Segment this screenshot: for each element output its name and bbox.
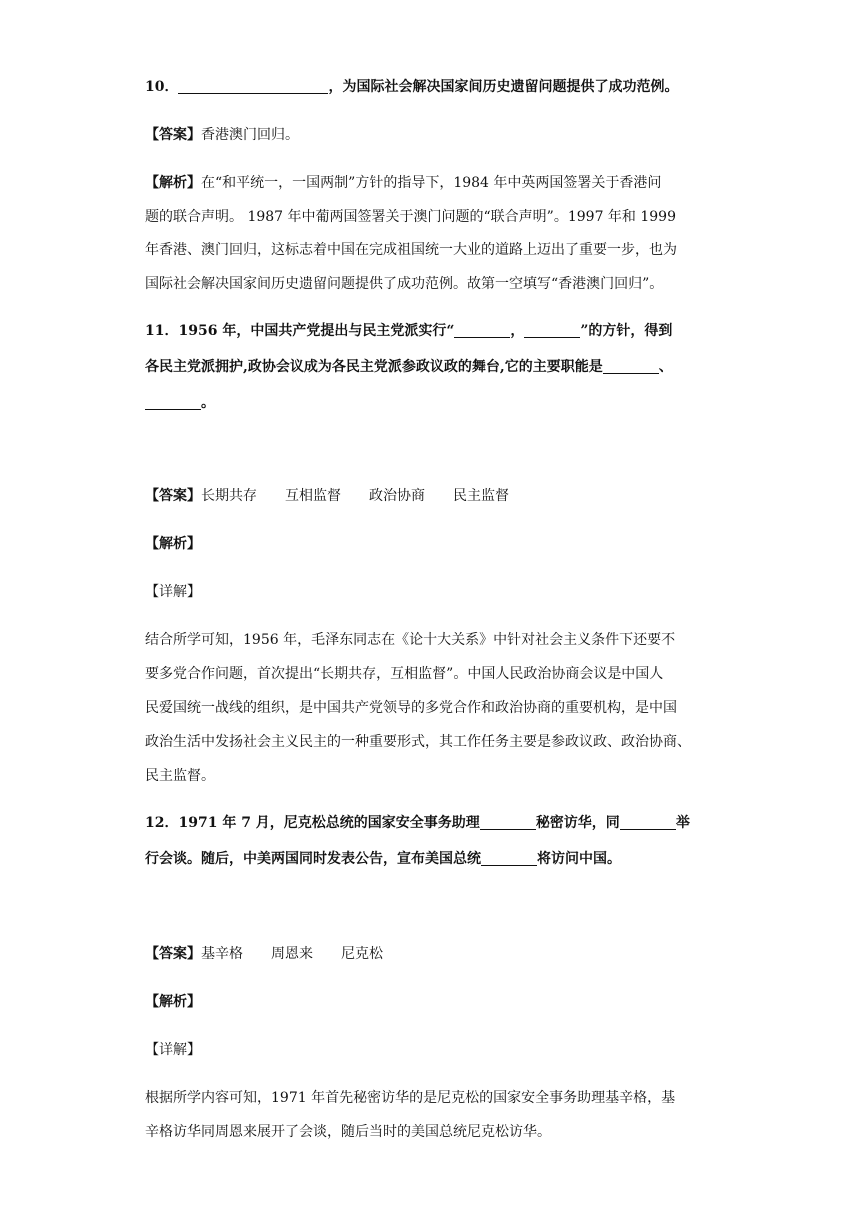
q12-text: 行会谈。随后，中美两国同时发表公告，宣布美国总统 — [145, 851, 481, 867]
q12-question-line — [145, 848, 725, 870]
q11-blank — [524, 323, 580, 338]
q11-blank — [454, 323, 510, 338]
q10-answer-tag: 【答案】 — [145, 127, 201, 143]
q12-number: 12． — [145, 815, 179, 831]
q12-answer-item: 基辛格 — [201, 946, 243, 962]
q12-answer-item: 周恩来 — [271, 946, 313, 962]
q11-detail-line: 政治生活中发扬社会主义民主的一种重要形式，其工作任务主要是参政议政、政治协商、 — [145, 734, 691, 750]
q11-question-line — [145, 320, 725, 342]
q11-question-line — [145, 392, 725, 414]
q12-text: 秘密访华，同 — [535, 815, 620, 831]
q10-analysis-line: 年香港、澳门回归，这标志着中国在完成祖国统一大业的道路上迈出了重要一步，也为 — [145, 242, 677, 258]
q11-detail-line: 要多党合作问题，首次提出“长期共存，互相监督”。中国人民政治协商会议是中国人 — [145, 666, 664, 682]
q10-blank — [178, 79, 328, 94]
q10-answer-text: 香港澳门回归。 — [201, 127, 299, 143]
q11-detail-line: 民主监督。 — [145, 768, 215, 784]
q12-detail-tag: 【详解】 — [145, 1042, 201, 1058]
q10-number: 10． — [145, 79, 179, 95]
q11-number: 11． — [145, 323, 179, 339]
q12-detail-line: 辛格访华同周恩来展开了会谈，随后当时的美国总统尼克松访华。 — [145, 1124, 551, 1140]
q11-analysis-tag: 【解析】 — [145, 536, 201, 552]
q11-text: 各民主党派拥护,政协会议成为各民主党派参政议政的舞台,它的主要职能是 — [145, 359, 603, 375]
q10-question — [145, 76, 725, 98]
q10-analysis-line: 国际社会解决国家间历史遗留问题提供了成功范例。故第一空填写“香港澳门回归”。 — [145, 276, 664, 292]
q12-answer — [145, 943, 725, 965]
q11-answer-item: 民主监督 — [453, 488, 509, 504]
q11-text: 、 — [658, 359, 673, 375]
q12-detail-line: 根据所学内容可知，1971 年首先秘密访华的是尼克松的国家安全事务助理基辛格，基 — [145, 1090, 676, 1106]
q11-text: ， — [510, 323, 525, 339]
q11-answer-item: 政治协商 — [369, 488, 425, 504]
q12-answer-tag: 【答案】 — [145, 946, 201, 962]
q12-text: 将访问中国。 — [537, 851, 621, 867]
q12-text: 举 — [675, 815, 690, 831]
q11-text: 1956 年，中国共产党提出与民主党派实行“ — [178, 323, 455, 339]
q10-analysis-line — [145, 172, 725, 194]
q12-analysis-tag: 【解析】 — [145, 994, 201, 1010]
q10-text: ，为国际社会解决国家间历史遗留问题提供了成功范例。 — [328, 79, 679, 95]
q10-answer — [145, 124, 725, 146]
q10-analysis-tag: 【解析】 — [145, 175, 201, 191]
q11-answer — [145, 485, 725, 507]
q11-text: ”的方针，得到 — [580, 323, 673, 339]
q11-detail-line: 民爱国统一战线的组织，是中国共产党领导的多党合作和政治协商的重要机构，是中国 — [145, 700, 677, 716]
q11-detail-tag: 【详解】 — [145, 584, 201, 600]
q12-blank — [480, 815, 536, 830]
q10-analysis-line: 题的联合声明。 1987 年中葡两国签署关于澳门问题的“联合声明”。1997 年和 1999 — [145, 209, 677, 225]
q11-answer-item: 互相监督 — [285, 488, 341, 504]
q11-text: 。 — [201, 395, 215, 411]
q10-analysis-text: 在“和平统一，一国两制”方针的指导下，1984 年中英两国签署关于香港问 — [201, 175, 662, 191]
q12-question-line — [145, 812, 725, 834]
q11-question-line — [145, 356, 725, 378]
q12-text: 1971 年 7 月，尼克松总统的国家安全事务助理 — [178, 815, 480, 831]
q11-blank — [603, 359, 659, 374]
q11-blank — [145, 395, 201, 410]
q12-blank — [481, 851, 537, 866]
q11-detail-line: 结合所学可知，1956 年，毛泽东同志在《论十大关系》中针对社会主义条件下还要不 — [145, 632, 676, 648]
q12-answer-item: 尼克松 — [341, 946, 383, 962]
q12-blank — [620, 815, 676, 830]
q11-answer-tag: 【答案】 — [145, 488, 201, 504]
q11-answer-item: 长期共存 — [201, 488, 257, 504]
